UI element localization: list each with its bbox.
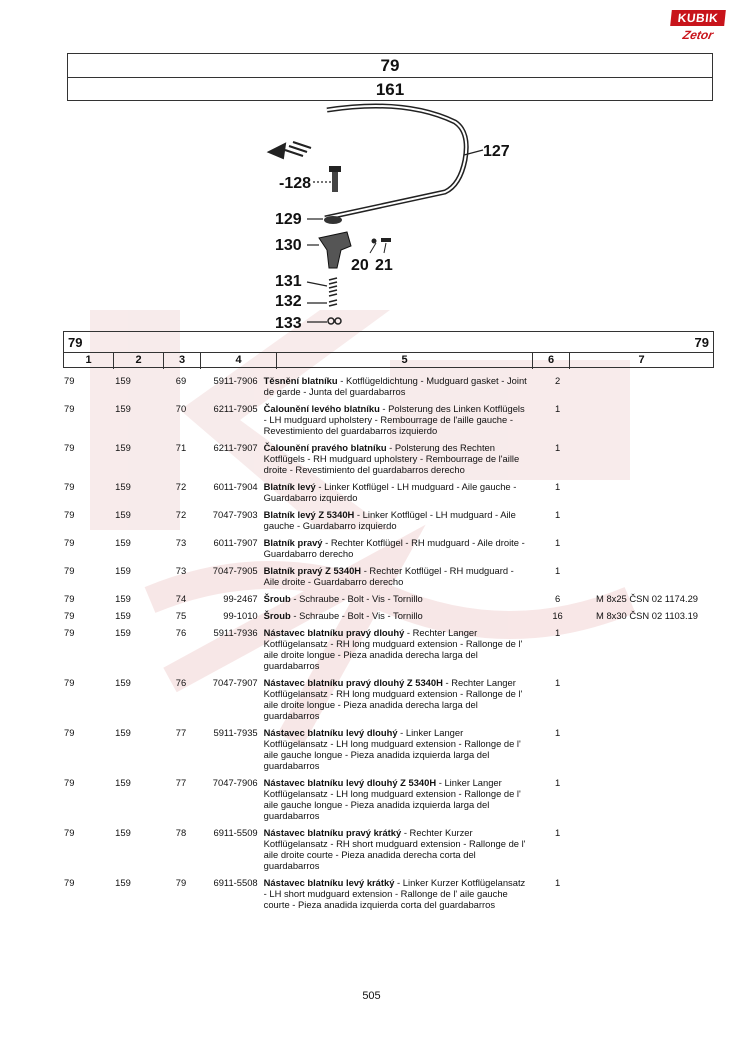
part-translations: - Rechter Langer Kotflügelansatz - RH long mudguard extension - Rallonge de l' aile droite longue - Pieza anadida derecha larga del guardabarros [263, 677, 523, 721]
cell-subgroup: 159 [115, 777, 131, 788]
cell-description [264, 777, 527, 821]
cell-description [264, 403, 527, 436]
cell-note: M 8x30 ČSN 02 1103.19 [596, 610, 699, 621]
cell-quantity: 1 [554, 677, 561, 688]
callout-127: 127 [483, 143, 510, 160]
cell-subgroup: 159 [115, 610, 131, 621]
cell-position: 77 [175, 727, 187, 738]
cell-quantity: 1 [554, 877, 561, 888]
cell-note [588, 442, 714, 475]
cell-note: M 8x25 ČSN 02 1174.29 [596, 593, 699, 604]
cell-quantity: 1 [554, 777, 561, 788]
cell-subgroup: 159 [115, 593, 131, 604]
cell-group: 79 [64, 777, 75, 788]
cell-description [264, 727, 527, 771]
group-label-right: 79 [694, 335, 709, 350]
cell-quantity: 1 [554, 442, 561, 453]
cell-quantity: 1 [554, 565, 561, 576]
cell-group: 79 [64, 627, 75, 638]
cell-subgroup: 159 [115, 442, 131, 453]
table-row [63, 777, 714, 821]
cell-group: 79 [64, 375, 75, 386]
cell-quantity: 1 [554, 509, 561, 520]
part-name: Nástavec blatníku levý krátký [263, 877, 395, 888]
table-row [63, 627, 714, 671]
cell-description [264, 877, 527, 910]
cell-note [588, 537, 714, 559]
cell-note [588, 827, 714, 871]
cell-group: 79 [64, 509, 75, 520]
cell-quantity: 1 [554, 727, 561, 738]
cell-group: 79 [64, 565, 75, 576]
cell-subgroup: 159 [115, 565, 131, 576]
cell-part-number: 7047-7906 [212, 777, 258, 788]
col-header-6: 6 [533, 353, 570, 369]
col-header-5: 5 [277, 353, 533, 369]
table-row [63, 827, 714, 871]
cell-part-number: 6011-7907 [213, 537, 258, 548]
cell-part-number: 7047-7907 [212, 677, 258, 688]
table-row [63, 727, 714, 771]
cell-group: 79 [64, 727, 75, 738]
cell-part-number: 99-1010 [223, 610, 258, 621]
cell-subgroup: 159 [115, 727, 131, 738]
cell-note [588, 677, 714, 721]
table-row [63, 877, 714, 910]
part-translations: - Rechter Langer Kotflügelansatz - RH long mudguard extension - Rallonge de l' aile droite longue - Pieza anadida derecha larga del guardabarros [263, 627, 523, 671]
table-row [63, 593, 714, 604]
cell-quantity: 1 [554, 537, 561, 548]
cell-part-number: 6211-7905 [213, 403, 258, 414]
callout-131: 131 [275, 273, 302, 290]
cell-quantity: 1 [554, 827, 561, 838]
cell-quantity: 6 [554, 593, 561, 604]
cell-part-number: 7047-7903 [212, 509, 258, 520]
cell-group: 79 [64, 403, 75, 414]
cell-description [264, 537, 527, 559]
table-row [63, 403, 714, 436]
part-name: Blatník pravý [263, 537, 323, 548]
cell-position: 70 [175, 403, 187, 414]
cell-group: 79 [64, 537, 75, 548]
cell-quantity: 2 [554, 375, 561, 386]
cell-note [588, 375, 714, 397]
cell-part-number: 5911-7906 [213, 375, 258, 386]
cell-subgroup: 159 [115, 481, 131, 492]
cell-subgroup: 159 [115, 827, 131, 838]
cell-subgroup: 159 [115, 537, 131, 548]
cell-note [588, 403, 714, 436]
cell-position: 73 [175, 565, 187, 576]
cell-subgroup: 159 [115, 627, 131, 638]
cell-part-number: 5911-7935 [213, 727, 258, 738]
table-row [63, 537, 714, 559]
parts-table-body [63, 375, 714, 916]
cell-position: 72 [175, 481, 187, 492]
cell-description [264, 610, 527, 621]
table-row [63, 375, 714, 397]
table-row [63, 677, 714, 721]
cell-quantity: 1 [554, 403, 561, 414]
callout-133: 133 [275, 315, 302, 332]
part-name: Nástavec blatníku pravý dlouhý [263, 627, 405, 638]
cell-position: 74 [175, 593, 187, 604]
part-translations: - Polsterung des Rechten Kotflügels - RH mudguard upholstery - Rembourrage de l'aille droite - Revestimiento del guardabarros derecho [263, 442, 520, 475]
table-row [63, 442, 714, 475]
logo-kubik-text: KUBIK [670, 10, 726, 26]
callout-129: 129 [275, 211, 302, 228]
mudguard-parts-diagram [255, 100, 525, 332]
cell-part-number: 7047-7905 [212, 565, 258, 576]
subgroup-number: 161 [375, 80, 405, 99]
part-name: Blatník levý [263, 481, 316, 492]
part-translations: - Rechter Kotflügel - RH mudguard - Aile droite - Guardabarro derecho [263, 537, 525, 559]
table-row [63, 565, 714, 587]
part-translations: - Rechter Kurzer Kotflügelansatz - RH short mudguard extension - Rallonge de l' aile droite courte - Pieza anadida derecha corta del guardabarros [263, 827, 526, 871]
part-name: Šroub [263, 610, 291, 621]
cell-position: 73 [175, 537, 187, 548]
part-name: Čalounění levého blatníku [263, 403, 380, 414]
callout-130: 130 [275, 237, 302, 254]
cell-subgroup: 159 [115, 677, 131, 688]
cell-description [264, 627, 527, 671]
table-row [63, 481, 714, 503]
part-translations: - Rechter Kotflügel - RH mudguard - Aile droite - Guardabarro derecho [263, 565, 514, 587]
cell-group: 79 [64, 593, 75, 604]
cell-note [588, 777, 714, 821]
part-translations: - Kotflügeldichtung - Mudguard gasket - Joint de garde - Junta del guardabarros [263, 375, 527, 397]
cell-part-number: 6211-7907 [213, 442, 258, 453]
cell-note [588, 877, 714, 910]
part-translations: - Linker Kotflügel - LH mudguard - Aile gauche - Guardabarro izquierdo [263, 509, 516, 531]
group-number: 79 [68, 54, 712, 78]
cell-description [264, 375, 527, 397]
cell-position: 76 [175, 627, 187, 638]
part-name: Těsnění blatníku [263, 375, 338, 386]
cell-group: 79 [64, 827, 75, 838]
cell-part-number: 6911-5508 [213, 877, 258, 888]
cell-position: 78 [175, 827, 187, 838]
cell-quantity: 1 [554, 481, 561, 492]
part-name: Šroub [263, 593, 291, 604]
cell-description [264, 509, 527, 531]
group-header [67, 53, 713, 101]
page-number: 505 [362, 990, 381, 1002]
cell-group: 79 [64, 481, 75, 492]
col-header-3: 3 [164, 353, 201, 369]
cell-position: 71 [175, 442, 187, 453]
cell-description [264, 593, 527, 604]
cell-subgroup: 159 [115, 877, 131, 888]
cell-quantity: 1 [554, 627, 561, 638]
part-translations: - Linker Kotflügel - LH mudguard - Aile gauche - Guardabarro izquierdo [263, 481, 517, 503]
cell-position: 77 [175, 777, 187, 788]
cell-description [264, 565, 527, 587]
cell-group: 79 [64, 610, 75, 621]
part-translations: - Schraube - Bolt - Vis - Tornillo [290, 610, 423, 621]
cell-note [588, 481, 714, 503]
part-translations: - Schraube - Bolt - Vis - Tornillo [290, 593, 423, 604]
part-name: Čalounění pravého blatníku [263, 442, 387, 453]
cell-description [264, 481, 527, 503]
part-name: Nástavec blatníku pravý dlouhý Z 5340H [263, 677, 443, 688]
table-row [63, 509, 714, 531]
callout-20: 20 [351, 257, 369, 274]
cell-position: 72 [175, 509, 187, 520]
cell-note [588, 727, 714, 771]
part-translations: - Polsterung des Linken Kotflügels - LH mudguard upholstery - Rembourrage de l'aille gauche - Revestimiento del guardabarros izquierdo [263, 403, 525, 436]
cell-group: 79 [64, 677, 75, 688]
cell-group: 79 [64, 442, 75, 453]
cell-description [264, 827, 527, 871]
cell-position: 79 [175, 877, 187, 888]
callout-132: 132 [275, 293, 302, 310]
part-translations: - Linker Langer Kotflügelansatz - LH long mudguard extension - Rallonge de l' aile gauche longue - Pieza anadida izquierda larga del guardabarros [263, 727, 521, 771]
cell-quantity: 16 [552, 610, 563, 621]
part-name: Blatník levý Z 5340H [263, 509, 355, 520]
cell-part-number: 99-2467 [223, 593, 258, 604]
callout-21: 21 [375, 257, 393, 274]
callout-128: -128 [279, 175, 312, 192]
cell-position: 69 [175, 375, 187, 386]
cell-group: 79 [64, 877, 75, 888]
table-row [63, 610, 714, 621]
part-translations: - Linker Kurzer Kotflügelansatz - LH short mudguard extension - Rallonge de l' aile gauche courte - Pieza anadida izquierda corta del guardabarros [263, 877, 526, 910]
part-name: Nástavec blatníku levý dlouhý [263, 727, 398, 738]
cell-description [264, 442, 527, 475]
part-translations: - Linker Langer Kotflügelansatz - LH long mudguard extension - Rallonge de l' aile gauche longue - Pieza anadida izquierda larga del guardabarros [263, 777, 521, 821]
cell-part-number: 5911-7936 [213, 627, 258, 638]
cell-position: 75 [175, 610, 187, 621]
cell-part-number: 6911-5509 [213, 827, 258, 838]
cell-position: 76 [175, 677, 187, 688]
cell-note [588, 509, 714, 531]
part-name: Nástavec blatníku pravý krátký [263, 827, 402, 838]
cell-note [588, 565, 714, 587]
cell-subgroup: 159 [115, 403, 131, 414]
cell-subgroup: 159 [115, 509, 131, 520]
col-header-7: 7 [638, 354, 645, 366]
cell-description [264, 677, 527, 721]
cell-note [588, 627, 714, 671]
parts-table-header [63, 331, 714, 368]
logo-zetor-text: Zetor [681, 28, 715, 42]
col-header-1: 1 [64, 353, 114, 369]
col-header-4: 4 [201, 353, 277, 369]
part-name: Nástavec blatníku levý dlouhý Z 5340H [263, 777, 437, 788]
group-label-left: 79 [68, 335, 83, 350]
part-name: Blatník pravý Z 5340H [263, 565, 362, 576]
cell-part-number: 6011-7904 [213, 481, 258, 492]
col-header-2: 2 [114, 353, 164, 369]
cell-subgroup: 159 [115, 375, 131, 386]
